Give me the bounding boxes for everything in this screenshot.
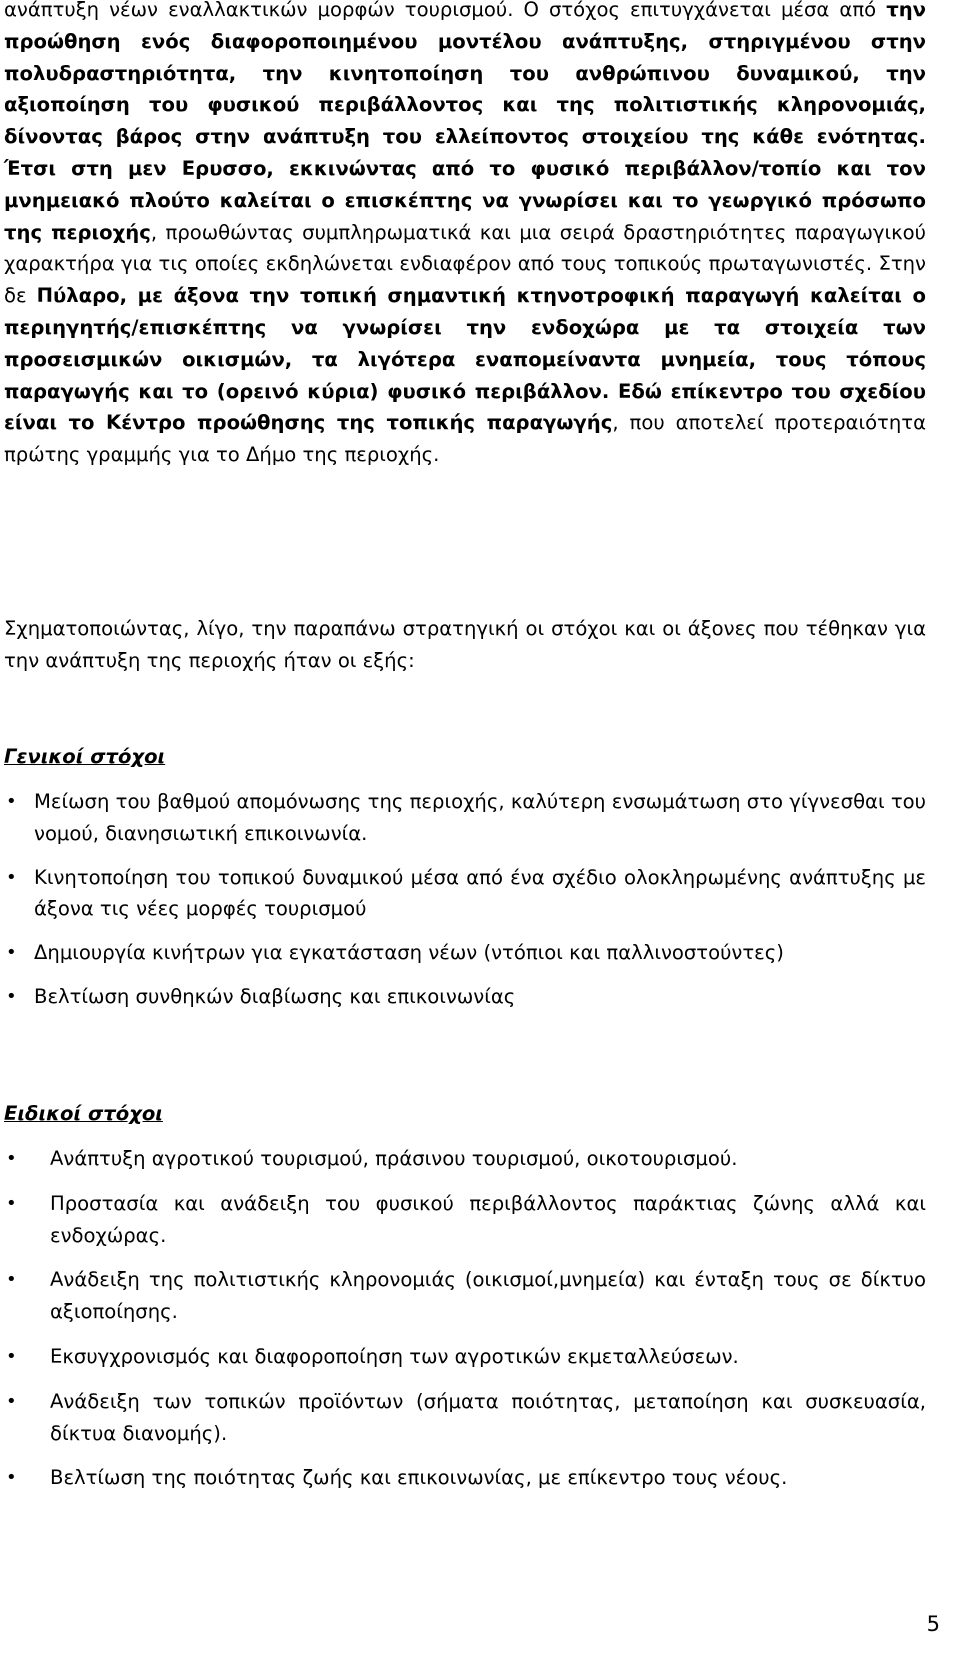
bullet-icon: • bbox=[6, 1148, 17, 1169]
list-item-text: Βελτίωση της ποιότητας ζωής και επικοινωνίας, με επίκεντρο τους νέους. bbox=[50, 1466, 788, 1490]
bullet-icon: • bbox=[6, 791, 17, 812]
list-item-text: Μείωση του βαθμού απομόνωσης της περιοχής, καλύτερη ενσωμάτωση στο γίγνεσθαι του νομού, διανησιωτική επικοινωνία. bbox=[34, 790, 926, 845]
bullet-icon: • bbox=[6, 985, 17, 1007]
list-item-text: Ανάδειξη των τοπικών προϊόντων (σήματα ποιότητας, μεταποίηση και συσκευασία, δίκτυα διανομής). bbox=[50, 1389, 926, 1445]
specific-goals-list bbox=[0, 1143, 926, 1507]
intro-bold-text-1: την προώθηση ενός διαφοροποιημένου μοντέλου ανάπτυξης, στηριγμένου στην πολυδραστηριότητα, την κινητοποίηση του ανθρώπινου δυναμικού, την αξιοποίηση του φυσικού περιβάλλοντος και της πολιτιστικής κληρονομιάς, δίνοντας βάρος στην ανάπτυξη του ελλείποντος στοιχείου της κάθε ενότητας. Έτσι στη μεν Ερυσσο, εκκινώντας από το φυσικό περιβάλλον/τοπίο και τον μνημειακό πλούτο καλείται ο επισκέπτης να γνωρίσει και το γεωργικό πρόσωπο της περιοχής bbox=[4, 0, 926, 244]
intro-paragraph bbox=[4, 0, 926, 471]
general-goals-heading: Γενικοί στόχοι bbox=[4, 745, 166, 768]
list-item-text: Ανάπτυξη αγροτικού τουρισμού, πράσινου τουρισμού, οικοτουρισμού. bbox=[50, 1147, 738, 1170]
intro-text-1: ανάπτυξη νέων εναλλακτικών μορφών τουρισμού. Ο στόχος επιτυγχάνεται μέσα από bbox=[4, 0, 887, 21]
list-item-text: Ανάδειξη της πολιτιστικής κληρονομιάς (οικισμοί,μνημεία) και ένταξη τους σε δίκτυο αξιοποίησης. bbox=[50, 1268, 926, 1324]
general-goals-list bbox=[0, 786, 926, 1025]
list-item-text: Εκσυγχρονισμός και διαφοροποίηση των αγροτικών εκμεταλλεύσεων. bbox=[50, 1344, 739, 1368]
intro-text-2: , προωθώντας συμπληρωματικά και μια σειρά δραστηριότητες παραγωγικού χαρακτήρα για τις οποίες εκδηλώνεται ενδιαφέρον από τους τοπικούς πρωταγωνιστές. Στην δε bbox=[4, 220, 926, 308]
list-item-text: Δημιουργία κινήτρων για εγκατάσταση νέων (ντόπιοι και παλλινοστούντες) bbox=[34, 941, 784, 965]
specific-goals-heading: Ειδικοί στόχοι bbox=[4, 1102, 163, 1125]
list-item bbox=[0, 937, 926, 969]
bullet-icon: • bbox=[6, 1467, 17, 1489]
list-item-text: Βελτίωση συνθηκών διαβίωσης και επικοινωνίας bbox=[34, 984, 516, 1008]
bullet-icon: • bbox=[6, 1345, 17, 1367]
list-item bbox=[0, 1264, 926, 1328]
list-item bbox=[0, 1188, 926, 1252]
list-item bbox=[0, 1386, 926, 1450]
bullet-icon: • bbox=[6, 942, 17, 964]
list-item bbox=[0, 981, 926, 1013]
strategy-paragraph: Σχηματοποιώντας, λίγο, την παραπάνω στρατηγική οι στόχοι και οι άξονες που τέθηκαν για την ανάπτυξη της περιοχής ήταν οι εξής: bbox=[4, 617, 926, 672]
list-item bbox=[0, 1341, 926, 1373]
list-item-text: Κινητοποίηση του τοπικού δυναμικού μέσα από ένα σχέδιο ολοκληρωμένης ανάπτυξης με άξονα τις νέες μορφές τουρισμού bbox=[34, 865, 926, 921]
list-item bbox=[0, 1462, 926, 1494]
page-number: 5 bbox=[926, 1612, 940, 1636]
list-item bbox=[0, 786, 926, 850]
bullet-icon: • bbox=[6, 1269, 17, 1291]
list-item bbox=[0, 1143, 926, 1175]
bullet-icon: • bbox=[6, 866, 17, 888]
list-item bbox=[0, 862, 926, 926]
bullet-icon: • bbox=[6, 1390, 17, 1412]
bullet-icon: • bbox=[6, 1192, 17, 1214]
list-item-text: Προστασία και ανάδειξη του φυσικού περιβάλλοντος παράκτιας ζώνης αλλά και ενδοχώρας. bbox=[50, 1191, 926, 1247]
intro-text-3: , που αποτελεί προτεραιότητα πρώτης γραμμής για το Δήμο της περιοχής. bbox=[4, 411, 926, 467]
intro-bold-text-2: Πύλαρο, με άξονα την τοπική σημαντική κτηνοτροφική παραγωγή καλείται ο περιηγητής/επισκέπτης να γνωρίσει την ενδοχώρα με τα στοιχεία των προσεισμικών οικισμών, τα λιγότερα εναπομείναντα μνημεία, τους τόπους παραγωγής και το (ορεινό κύρια) φυσικό περιβάλλον. Εδώ επίκεντρο του σχεδίου είναι το Κέντρο προώθησης της τοπικής παραγωγής bbox=[4, 284, 926, 435]
